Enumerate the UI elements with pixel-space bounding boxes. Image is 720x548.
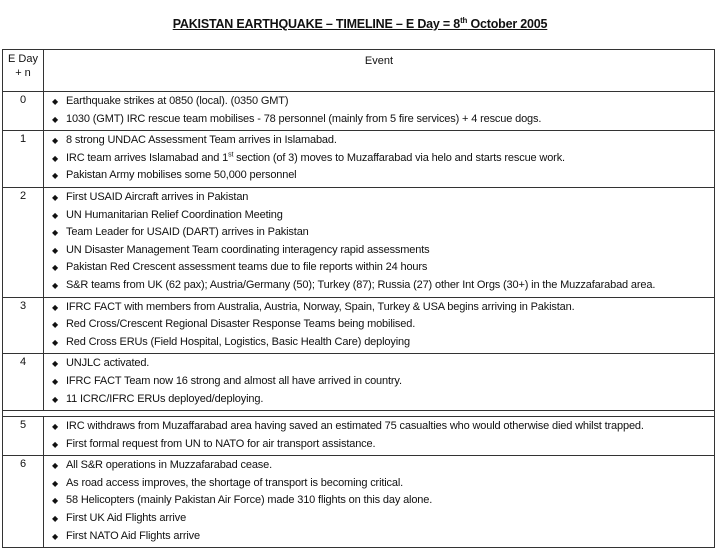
list-item — [52, 475, 714, 493]
eday-cell: 0 — [3, 92, 44, 131]
eday-cell: 5 — [3, 417, 44, 456]
bullet-icon: ◆ — [52, 514, 59, 524]
bullet-icon: ◆ — [52, 359, 59, 369]
bullet-icon: ◆ — [52, 114, 59, 124]
timeline-rows — [3, 92, 715, 548]
list-item — [52, 492, 714, 510]
event-text: 8 strong UNDAC Assessment Team arrives in Islamabad. — [66, 134, 337, 147]
list-item — [52, 132, 714, 150]
event-text: Team Leader for USAID (DART) arrives in Pakistan — [66, 226, 309, 239]
event-text: As road access improves, the shortage of transport is becoming critical. — [66, 476, 404, 489]
event-text: IFRC FACT Team now 16 strong and almost all have arrived in country. — [66, 374, 402, 387]
bullet-icon: ◆ — [52, 394, 59, 404]
bullet-icon: ◆ — [52, 376, 59, 386]
bullet-icon: ◆ — [52, 263, 59, 273]
table-row — [3, 131, 715, 188]
list-item — [52, 189, 714, 207]
table-row — [3, 92, 715, 131]
bullet-icon: ◆ — [52, 171, 59, 181]
bullet-icon: ◆ — [52, 245, 59, 255]
bullet-icon: ◆ — [52, 302, 59, 312]
eday-cell: 3 — [3, 297, 44, 354]
list-item — [52, 316, 714, 334]
bullet-icon: ◆ — [52, 228, 59, 238]
event-text: Red Cross/Crescent Regional Disaster Response Teams being mobilised. — [66, 318, 416, 331]
event-text: UNJLC activated. — [66, 357, 150, 370]
list-item — [52, 299, 714, 317]
event-text: 11 ICRC/IFRC ERUs deployed/deploying. — [66, 392, 264, 405]
event-list — [44, 188, 714, 297]
header-event: Event — [44, 50, 715, 92]
list-item — [52, 373, 714, 391]
event-text: UN Humanitarian Relief Coordination Meeting — [66, 208, 283, 221]
event-list — [44, 417, 714, 455]
event-list — [44, 298, 714, 354]
event-cell — [44, 92, 715, 131]
ordinal-superscript: st — [228, 151, 234, 159]
bullet-icon: ◆ — [52, 461, 59, 471]
event-text: Earthquake strikes at 0850 (local). (0350 GMT) — [66, 95, 289, 107]
event-text: First UK Aid Flights arrive — [66, 512, 187, 525]
bullet-icon: ◆ — [52, 280, 59, 290]
header-eday — [3, 50, 44, 92]
title-superscript: th — [460, 16, 468, 25]
bullet-icon: ◆ — [52, 531, 59, 541]
event-text: Pakistan Red Crescent assessment teams due to file reports within 24 hours — [66, 261, 428, 274]
header-eday-line2: + n — [15, 67, 31, 79]
table-row — [3, 187, 715, 297]
event-text: S&R teams from UK (62 pax); Austria/Germany (50); Turkey (87); Russia (27) other Int Orgs (30+) in the Muzzafarabad area. — [66, 278, 656, 291]
eday-cell: 1 — [3, 131, 44, 188]
event-cell — [44, 131, 715, 188]
bullet-icon: ◆ — [52, 320, 59, 330]
event-text: IRC team arrives Islamabad and 1st section (of 3) moves to Muzaffarabad via helo and starts rescue work. — [66, 151, 565, 164]
table-header-row — [3, 50, 715, 92]
list-item — [52, 93, 714, 111]
event-list — [44, 456, 714, 547]
event-text: All S&R operations in Muzzafarabad cease. — [66, 459, 273, 472]
list-item — [52, 510, 714, 528]
event-cell — [44, 187, 715, 297]
event-text: IRC withdraws from Muzaffarabad area having saved an estimated 75 casualties who would otherwise died whilst trapped. — [66, 420, 644, 433]
table-row — [3, 456, 715, 548]
document-title — [0, 16, 720, 31]
event-cell — [44, 456, 715, 548]
event-list — [44, 131, 714, 187]
table-row — [3, 354, 715, 411]
list-item — [52, 259, 714, 277]
event-text: Pakistan Army mobilises some 50,000 personnel — [66, 169, 297, 182]
timeline-table — [2, 49, 715, 548]
bullet-icon: ◆ — [52, 496, 59, 506]
event-cell — [44, 297, 715, 354]
list-item — [52, 167, 714, 185]
list-item — [52, 391, 714, 409]
eday-cell: 2 — [3, 187, 44, 297]
event-text: First USAID Aircraft arrives in Pakistan — [66, 190, 249, 203]
event-list — [44, 92, 714, 130]
event-text: Red Cross ERUs (Field Hospital, Logistics, Basic Health Care) deploying — [66, 335, 410, 348]
bullet-icon: ◆ — [52, 337, 59, 347]
bullet-icon: ◆ — [52, 439, 59, 449]
list-item — [52, 224, 714, 242]
list-item — [52, 207, 714, 225]
bullet-icon: ◆ — [52, 422, 59, 432]
list-item — [52, 528, 714, 546]
list-item — [52, 111, 714, 129]
event-list — [44, 354, 714, 410]
bullet-icon: ◆ — [52, 136, 59, 146]
list-item — [52, 334, 714, 352]
bullet-icon: ◆ — [52, 153, 59, 163]
bullet-icon: ◆ — [52, 210, 59, 220]
bullet-icon: ◆ — [52, 478, 59, 488]
event-text: UN Disaster Management Team coordinating interagency rapid assessments — [66, 243, 430, 256]
bullet-icon: ◆ — [52, 192, 59, 202]
list-item — [52, 277, 714, 295]
event-cell — [44, 417, 715, 456]
eday-cell: 4 — [3, 354, 44, 411]
event-cell — [44, 354, 715, 411]
table-row — [3, 417, 715, 456]
header-eday-line1: E Day — [8, 53, 38, 65]
event-text: First formal request from UN to NATO for air transport assistance. — [66, 437, 376, 450]
event-text: 58 Helicopters (mainly Pakistan Air Force) made 310 flights on this day alone. — [66, 494, 433, 507]
eday-cell: 6 — [3, 456, 44, 548]
table-row — [3, 297, 715, 354]
list-item — [52, 242, 714, 260]
event-text: 1030 (GMT) IRC rescue team mobilises - 78 personnel (mainly from 5 fire services) + 4 rescue dogs. — [66, 112, 542, 125]
list-item — [52, 457, 714, 475]
list-item — [52, 418, 714, 436]
title-prefix: PAKISTAN EARTHQUAKE – TIMELINE – E Day = 8 — [172, 17, 461, 32]
bullet-icon: ◆ — [52, 97, 59, 106]
title-suffix: October 2005 — [467, 17, 548, 32]
list-item — [52, 436, 714, 454]
event-text: First NATO Aid Flights arrive — [66, 529, 200, 542]
list-item — [52, 150, 714, 168]
event-text: IFRC FACT with members from Australia, Austria, Norway, Spain, Turkey & USA begins arriving in Pakistan. — [66, 300, 575, 313]
list-item — [52, 355, 714, 373]
